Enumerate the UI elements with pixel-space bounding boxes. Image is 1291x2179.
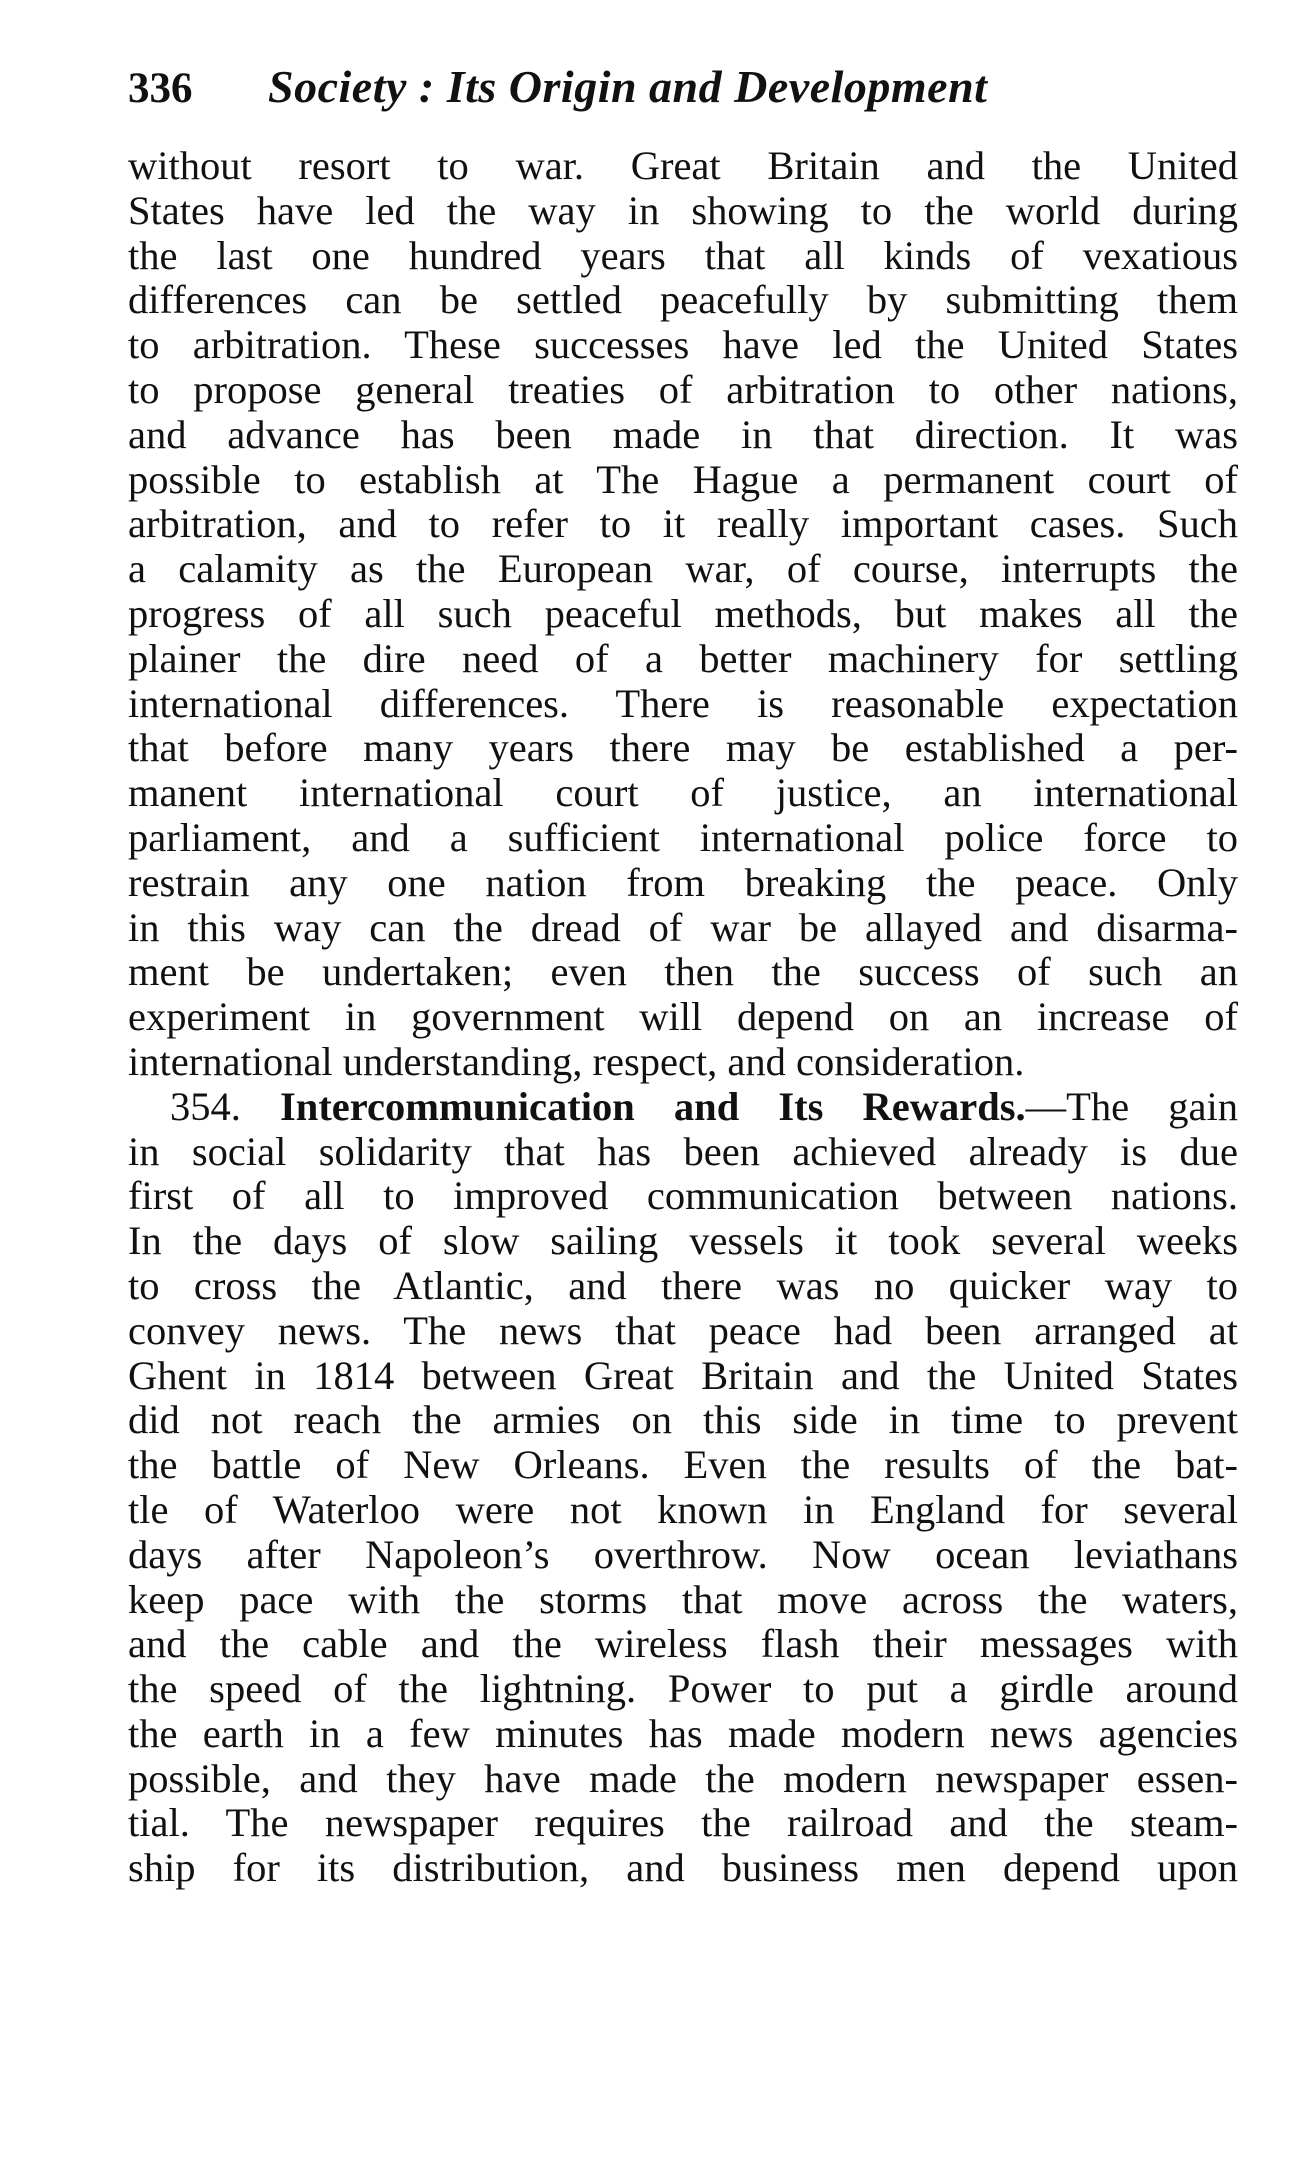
text-line: a calamity as the European war, of course, interrupts the [128, 546, 1238, 592]
running-title: Society : Its Origin and Development [268, 61, 988, 112]
text-line: differences can be settled peacefully by submitting them [128, 277, 1238, 323]
text-line: and advance has been made in that direction. It was [128, 411, 1238, 457]
text-line: that before many years there may be established a per- [128, 725, 1238, 771]
text-line: to arbitration. These successes have led the United States [128, 322, 1238, 368]
section-354 [128, 1085, 1238, 1891]
section-heading: Intercommunication and Its Rewards. [280, 1083, 1026, 1129]
text-line: without resort to war. Great Britain and the United [128, 143, 1238, 188]
text-line: tle of Waterloo were not known in England for several [128, 1486, 1238, 1532]
text-line: possible to establish at The Hague a permanent court of [128, 456, 1238, 502]
text-line: did not reach the armies on this side in time to prevent [128, 1397, 1238, 1443]
text-line: States have led the way in showing to the world during [128, 187, 1238, 233]
text-line: plainer the dire need of a better machinery for settling [128, 635, 1238, 681]
text-line: first of all to improved communication between nations. [128, 1173, 1238, 1219]
text-line: in this way can the dread of war be allayed and disarma- [128, 904, 1238, 950]
book-page [128, 60, 1238, 1891]
text-line: convey news. The news that peace had been arranged at [128, 1307, 1238, 1353]
section-first-line [128, 1085, 1238, 1130]
text-line: ment be undertaken; even then the success of such an [128, 949, 1238, 995]
page-number: 336 [128, 65, 193, 112]
text-line: experiment in government will depend on an increase of [128, 994, 1238, 1040]
text-line: days after Napoleon’s overthrow. Now ocean leviathans [128, 1531, 1238, 1577]
text-line: to cross the Atlantic, and there was no quicker way to [128, 1262, 1238, 1308]
text-line: progress of all such peaceful methods, but makes all the [128, 590, 1238, 636]
text-line: to propose general treaties of arbitration to other nations, [128, 366, 1238, 412]
text-line: manent international court of justice, an international [128, 770, 1238, 816]
text-line: arbitration, and to refer to it really important cases. Such [128, 501, 1238, 547]
paragraph-continuation [128, 144, 1238, 1085]
text-line: keep pace with the storms that move across the waters, [128, 1576, 1238, 1622]
text-line: and the cable and the wireless flash their messages with [128, 1621, 1238, 1667]
section-number: 354. [170, 1083, 241, 1129]
text-line: in social solidarity that has been achieved already is due [128, 1128, 1238, 1174]
text-line: international understanding, respect, and consideration. [128, 1038, 1025, 1084]
text-line: In the days of slow sailing vessels it took several weeks [128, 1218, 1238, 1264]
running-head [128, 60, 1238, 130]
text-line: the battle of New Orleans. Even the results of the bat- [128, 1442, 1238, 1488]
text-line: tial. The newspaper requires the railroad and the steam- [128, 1800, 1238, 1846]
text-line: restrain any one nation from breaking the peace. Only [128, 859, 1238, 905]
section-first-line-rest: —The gain [1025, 1083, 1238, 1129]
text-line: the last one hundred years that all kinds of vexatious [128, 232, 1238, 278]
text-line: Ghent in 1814 between Great Britain and the United States [128, 1352, 1238, 1398]
text-line: the speed of the lightning. Power to put a girdle around [128, 1666, 1238, 1712]
text-line: parliament, and a sufficient international police force to [128, 814, 1238, 860]
text-line: possible, and they have made the modern newspaper essen- [128, 1755, 1238, 1801]
text-line: ship for its distribution, and business men depend upon [128, 1845, 1238, 1891]
text-line: international differences. There is reasonable expectation [128, 680, 1238, 726]
text-line: the earth in a few minutes has made modern news agencies [128, 1710, 1238, 1756]
body-text [128, 144, 1238, 1891]
